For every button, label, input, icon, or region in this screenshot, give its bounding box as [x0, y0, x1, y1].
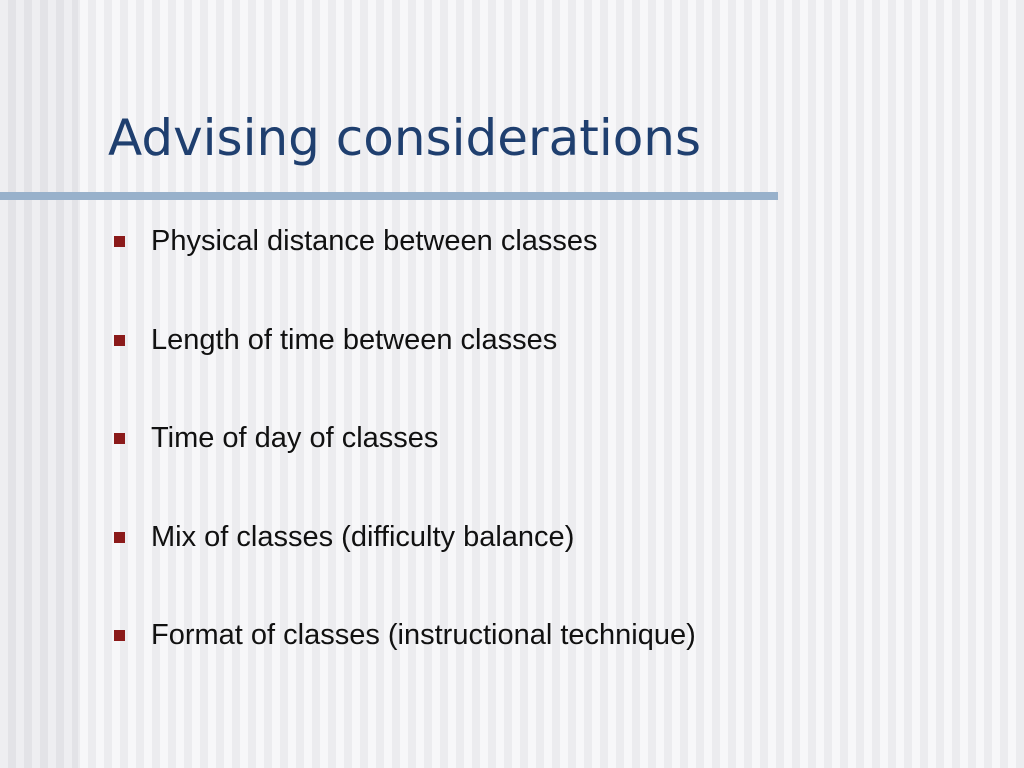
bullet-item	[114, 315, 696, 414]
bullet-item	[114, 216, 696, 315]
bullet-item	[114, 413, 696, 512]
bullet-text: Length of time between classes	[151, 323, 558, 356]
bullet-item	[114, 512, 696, 611]
square-bullet-icon	[114, 433, 125, 444]
title-underline-rule	[0, 192, 778, 200]
bullet-text: Physical distance between classes	[151, 225, 598, 257]
square-bullet-icon	[114, 630, 125, 641]
bullet-text: Mix of classes (difficulty balance)	[151, 520, 575, 553]
bullet-text: Time of day of classes	[151, 422, 439, 454]
square-bullet-icon	[114, 335, 125, 346]
square-bullet-icon	[114, 236, 125, 247]
decorative-stripes	[0, 0, 78, 768]
bullet-text: Format of classes (instructional technique)	[151, 619, 696, 651]
square-bullet-icon	[114, 532, 125, 543]
slide-title: Advising considerations	[108, 109, 702, 167]
bullet-list	[114, 216, 696, 709]
bullet-item	[114, 610, 696, 709]
